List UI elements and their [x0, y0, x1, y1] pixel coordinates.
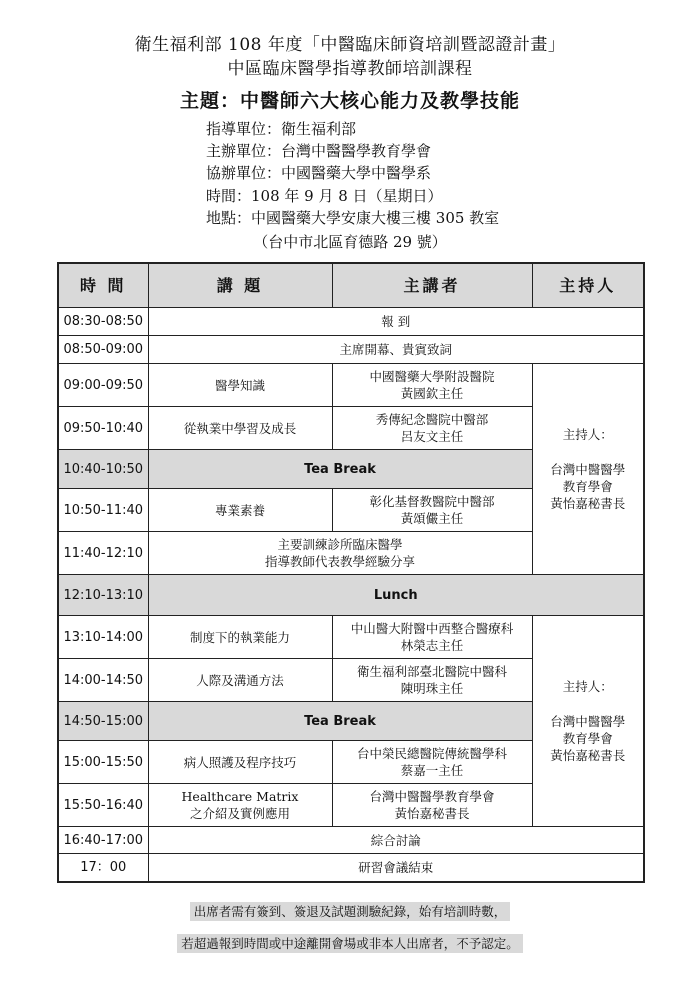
info-co-organizer: 協辦單位：中國醫藥大學中醫學系	[206, 164, 432, 182]
table-row	[58, 336, 644, 364]
row-time: 12:10-13:10	[58, 575, 148, 616]
table-row	[58, 616, 644, 659]
row-time: 13:10-14:00	[58, 616, 148, 659]
host-afternoon: 主持人： 台灣中醫醫學 教育學會 黃怡嘉秘書長	[532, 616, 644, 827]
row-time: 15:50-16:40	[58, 784, 148, 827]
row-item: 主席開幕、貴賓致詞	[148, 336, 644, 364]
info-location: 地點：中國醫藥大學安康大樓三樓 305 教室	[206, 209, 500, 227]
header-time: 時 間	[58, 263, 148, 308]
row-speaker: 台灣中醫醫學教育學會 黃怡嘉秘書長	[332, 784, 532, 827]
row-speaker: 彰化基督教醫院中醫部 黃頌儼主任	[332, 489, 532, 532]
row-time: 08:50-09:00	[58, 336, 148, 364]
info-address: （台中市北區育德路 29 號）	[253, 233, 447, 251]
row-topic: 從執業中學習及成長	[148, 407, 332, 450]
row-topic: Healthcare Matrix 之介紹及實例應用	[148, 784, 332, 827]
table-row-lunch	[58, 575, 644, 616]
row-speaker: 衛生福利部臺北醫院中醫科 陳明珠主任	[332, 659, 532, 702]
row-time: 10:50-11:40	[58, 489, 148, 532]
note-2: 若超過報到時間或中途離開會場或非本人出席者，不予認定。	[0, 934, 700, 952]
info-time: 時間：108 年 9 月 8 日（星期日）	[206, 187, 443, 205]
row-topic: 人際及溝通方法	[148, 659, 332, 702]
row-break: Lunch	[148, 575, 644, 616]
row-time: 16:40-17:00	[58, 827, 148, 854]
row-time: 08:30-08:50	[58, 308, 148, 336]
title-line-1: 衛生福利部 108 年度「中醫臨床師資培訓暨認證計畫」	[134, 35, 566, 55]
row-time: 14:00-14:50	[58, 659, 148, 702]
row-time: 09:00-09:50	[58, 364, 148, 407]
row-item: 綜合討論	[148, 827, 644, 854]
row-speaker: 台中榮民總醫院傳統醫學科 蔡嘉一主任	[332, 741, 532, 784]
row-item: 報 到	[148, 308, 644, 336]
row-break: Tea Break	[148, 450, 532, 489]
row-item: 主要訓練診所臨床醫學 指導教師代表教學經驗分享	[148, 532, 532, 575]
row-time: 11:40-12:10	[58, 532, 148, 575]
row-topic: 制度下的執業能力	[148, 616, 332, 659]
row-break: Tea Break	[148, 702, 532, 741]
table-header-row	[58, 263, 644, 308]
table-row	[58, 854, 644, 882]
row-speaker: 中山醫大附醫中西整合醫療科 林榮志主任	[332, 616, 532, 659]
row-speaker: 秀傳紀念醫院中醫部 呂友文主任	[332, 407, 532, 450]
host-morning: 主持人： 台灣中醫醫學 教育學會 黃怡嘉秘書長	[532, 364, 644, 575]
row-item: 研習會議結束	[148, 854, 644, 882]
header-topic: 講 題	[148, 263, 332, 308]
row-topic: 病人照護及程序技巧	[148, 741, 332, 784]
row-time: 10:40-10:50	[58, 450, 148, 489]
row-topic: 專業素養	[148, 489, 332, 532]
schedule-table	[57, 262, 645, 883]
table-row	[58, 827, 644, 854]
row-time: 15:00-15:50	[58, 741, 148, 784]
table-row	[58, 364, 644, 407]
info-organizer: 主辦單位：台灣中醫醫學教育學會	[206, 142, 432, 160]
header-host: 主持人	[532, 263, 644, 308]
row-time: 14:50-15:00	[58, 702, 148, 741]
row-time: 09:50-10:40	[58, 407, 148, 450]
row-topic: 醫學知識	[148, 364, 332, 407]
note-1: 出席者需有簽到、簽退及試題測驗紀錄，始有培訓時數，	[0, 902, 700, 920]
row-speaker: 中國醫藥大學附設醫院 黃國欽主任	[332, 364, 532, 407]
title-line-2: 中區臨床醫學指導教師培訓課程	[227, 59, 473, 79]
table-row	[58, 308, 644, 336]
header-speaker: 主講者	[332, 263, 532, 308]
theme-title: 主題：中醫師六大核心能力及教學技能	[179, 90, 520, 112]
row-time: 17：00	[58, 854, 148, 882]
info-supervisor: 指導單位：衛生福利部	[206, 120, 357, 138]
